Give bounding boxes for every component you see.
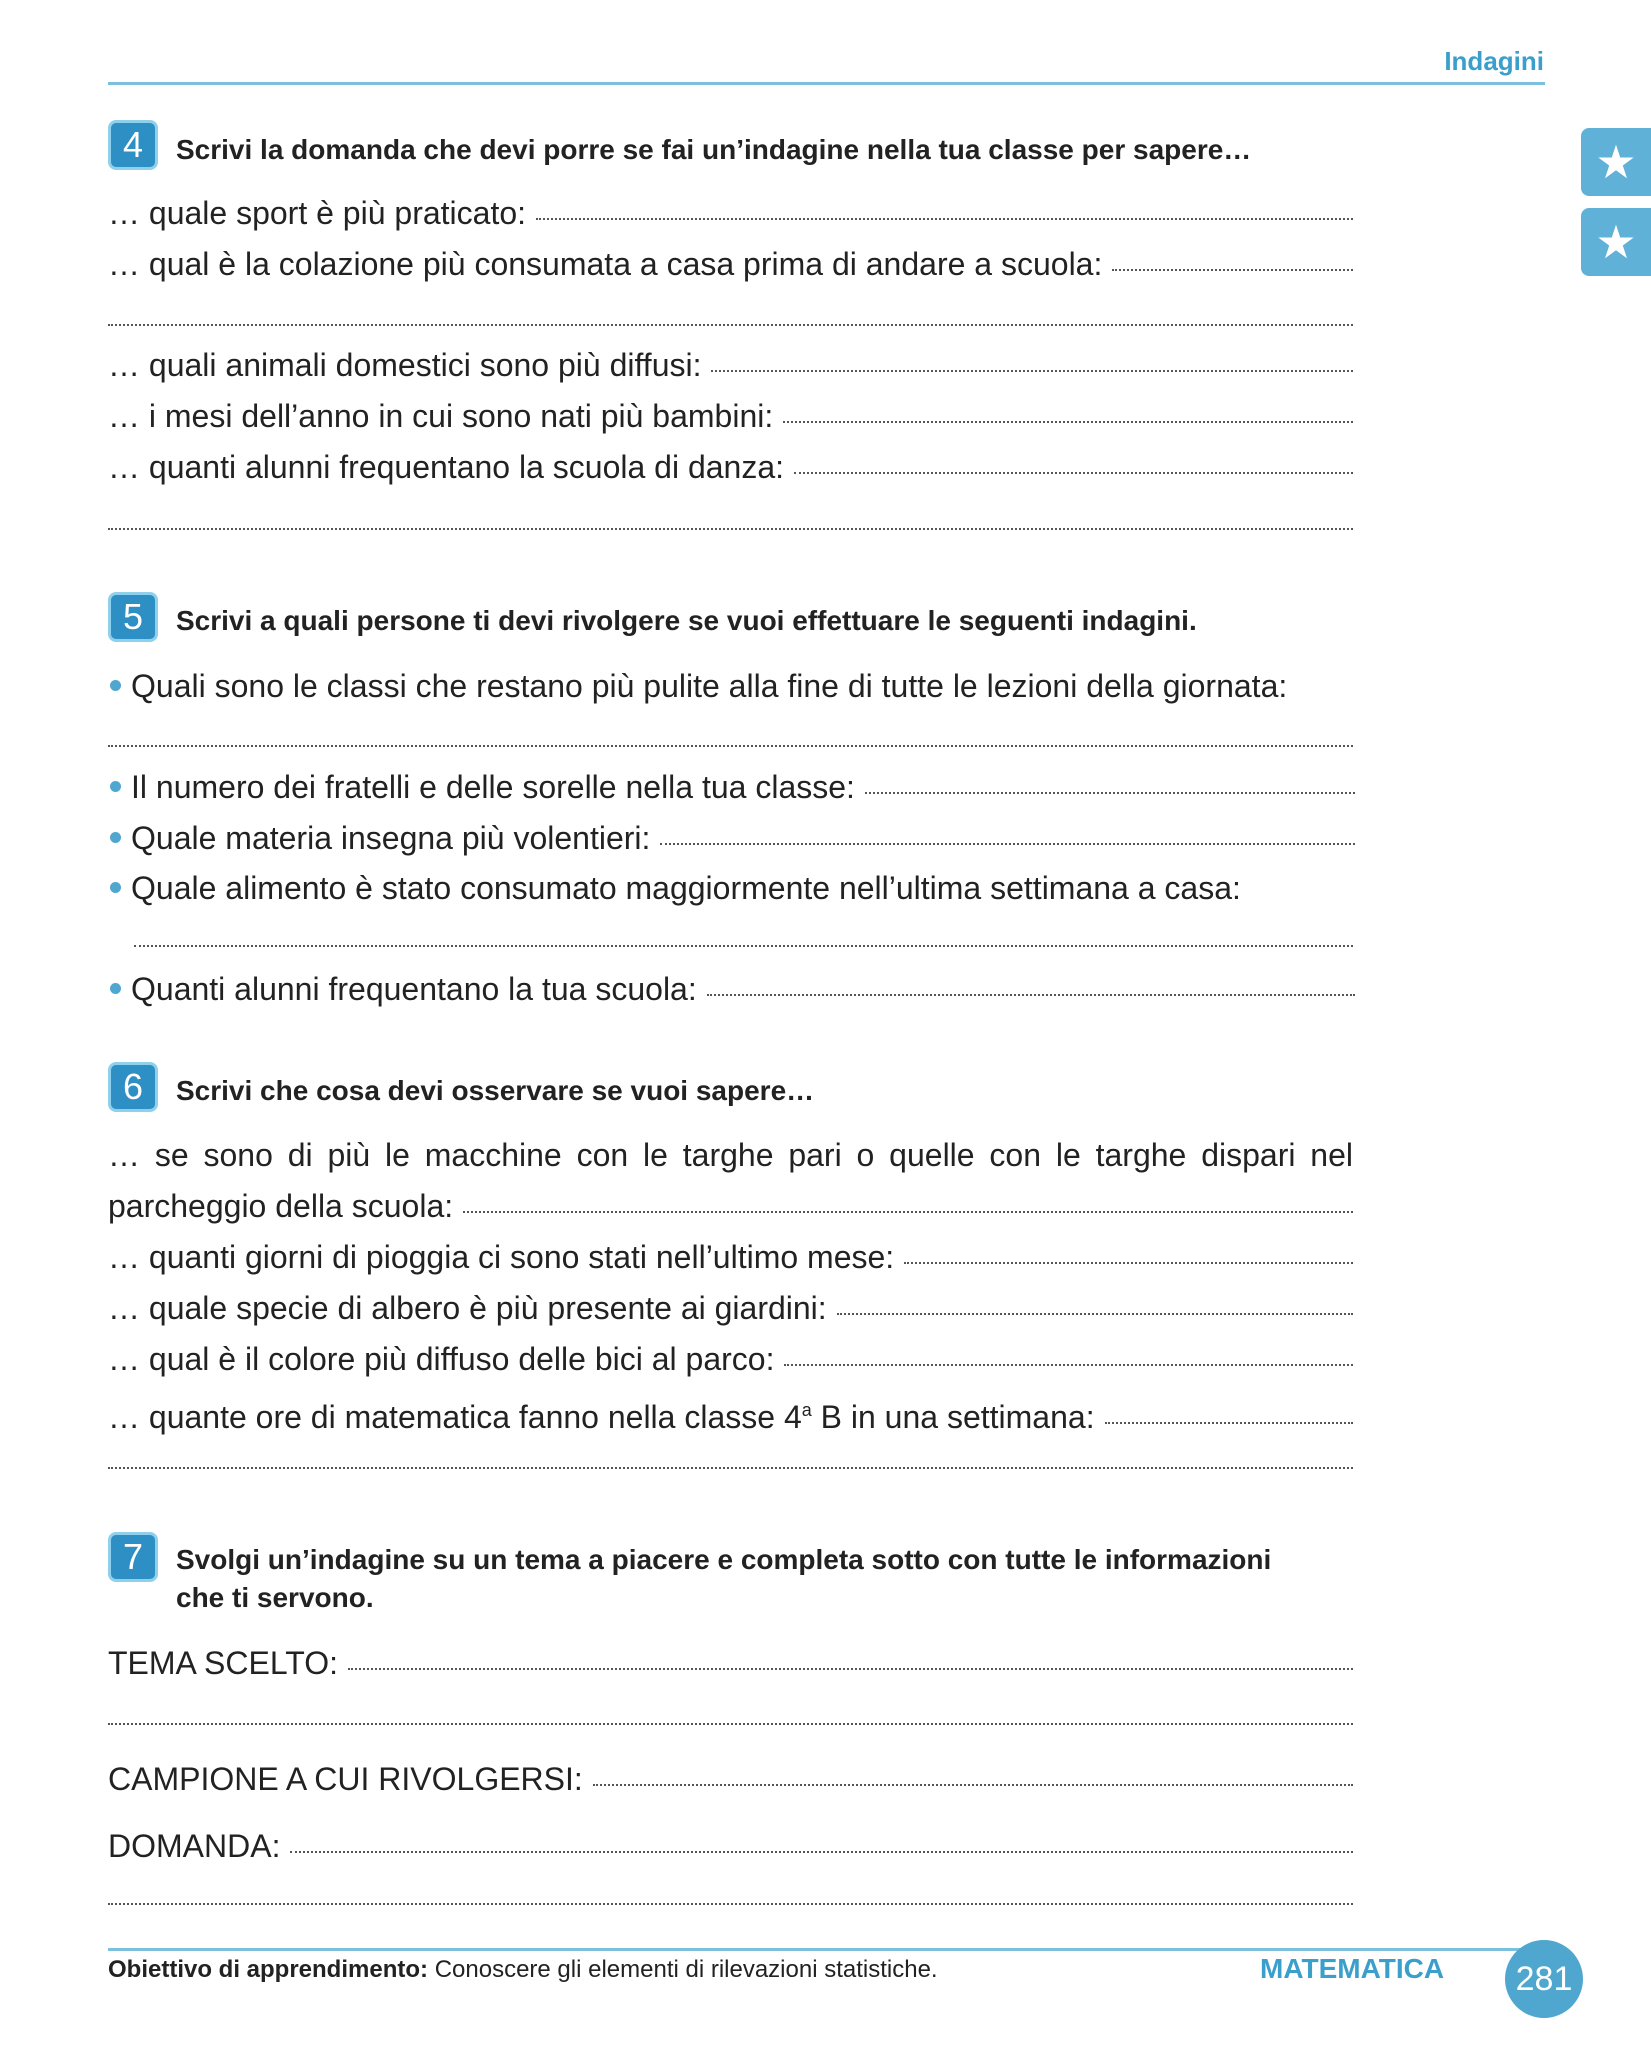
exercise-title: Scrivi la domanda che devi porre se fai un’indagine nella tua classe per sapere… [176, 134, 1252, 165]
question-row [108, 1186, 1353, 1226]
exercise-number-badge: 6 [108, 1062, 158, 1112]
question-text: … i mesi dell’anno in cui sono nati più bambini: [108, 398, 774, 434]
question-text: Quale materia insegna più volentieri: [131, 820, 651, 856]
answer-line[interactable] [904, 1262, 1353, 1264]
answer-line[interactable] [536, 218, 1353, 220]
answer-line[interactable] [108, 745, 1353, 747]
answer-line[interactable] [593, 1784, 1353, 1786]
question-row [108, 1643, 1353, 1683]
exercise-title: Scrivi a quali persone ti devi rivolgere se vuoi effettuare le seguenti indagini. [176, 605, 1197, 636]
question-row [108, 1237, 1353, 1277]
header-divider [108, 82, 1545, 85]
question-text: … quanti giorni di pioggia ci sono stati nell’ultimo mese: [108, 1239, 895, 1275]
answer-line[interactable] [108, 528, 1353, 530]
exercise-number-badge: 5 [108, 592, 158, 642]
question-row [110, 868, 1355, 908]
question-text: Quale alimento è stato consumato maggiormente nell’ultima settimana a casa: [131, 870, 1241, 906]
question-text: parcheggio della scuola: [108, 1188, 454, 1224]
question-text: … quali animali domestici sono più diffusi: [108, 347, 702, 383]
question-text: Quali sono le classi che restano più pulite alla fine di tutte le lezioni della giornata: [131, 668, 1288, 704]
answer-line[interactable] [660, 843, 1355, 845]
answer-line[interactable] [108, 324, 1353, 326]
learning-objective [108, 1956, 938, 1984]
bullet-icon [110, 680, 121, 691]
question-text: … quale sport è più praticato: [108, 195, 527, 231]
question-row [110, 767, 1355, 807]
answer-line[interactable] [348, 1668, 1353, 1670]
exercise-number-badge: 7 [108, 1532, 158, 1582]
question-row [108, 193, 1353, 233]
question-text: … qual è la colazione più consumata a casa prima di andare a scuola: [108, 246, 1103, 282]
answer-line[interactable] [134, 945, 1353, 947]
field-label: TEMA SCELTO: [108, 1645, 338, 1681]
objective-text: Conoscere gli elementi di rilevazioni statistiche. [434, 1956, 938, 1983]
question-text: Il numero dei fratelli e delle sorelle nella tua classe: [131, 769, 855, 805]
answer-line[interactable] [783, 421, 1353, 423]
question-row [108, 447, 1353, 487]
question-row [110, 666, 1355, 706]
answer-line[interactable] [865, 792, 1355, 794]
footer-divider [108, 1948, 1528, 1951]
question-text-part: B in una settimana: [811, 1399, 1095, 1435]
question-text: … quanti alunni frequentano la scuola di danza: [108, 449, 785, 485]
star-icon: ★ [1581, 208, 1651, 276]
subject-label: MATEMATICA [1260, 1953, 1445, 1984]
objective-label: Obiettivo di apprendimento: [108, 1956, 429, 1983]
answer-line[interactable] [290, 1851, 1353, 1853]
answer-line[interactable] [108, 1723, 1353, 1725]
bullet-icon [110, 832, 121, 843]
question-row [108, 1339, 1353, 1379]
question-text: … qual è il colore più diffuso delle bici al parco: [108, 1341, 775, 1377]
answer-line[interactable] [108, 1903, 1353, 1905]
field-label: DOMANDA: [108, 1828, 281, 1864]
answer-line[interactable] [707, 994, 1355, 996]
answer-line[interactable] [108, 1467, 1353, 1469]
exercise-title: che ti servono. [176, 1582, 374, 1613]
section-title: Indagini [1444, 46, 1544, 76]
question-row [108, 345, 1353, 385]
exercise-title: Svolgi un’indagine su un tema a piacere e completa sotto con tutte le informazioni [176, 1544, 1272, 1575]
bullet-icon [110, 983, 121, 994]
question-text [108, 1390, 1095, 1437]
answer-line[interactable] [711, 370, 1353, 372]
question-text: … se sono di più le macchine con le targhe pari o quelle con le targhe dispari nel [108, 1137, 1353, 1173]
question-text-part: … quante ore di matematica fanno nella classe 4 [108, 1399, 802, 1435]
bullet-icon [110, 882, 121, 893]
ordinal-superscript: a [801, 1400, 812, 1420]
exercise-title: Scrivi che cosa devi osservare se vuoi sapere… [176, 1075, 815, 1106]
answer-line[interactable] [784, 1364, 1353, 1366]
question-row [108, 1759, 1353, 1799]
exercise-number-badge: 4 [108, 120, 158, 170]
answer-line[interactable] [463, 1211, 1353, 1213]
question-row [108, 1826, 1353, 1866]
page-number: 281 [1505, 1940, 1583, 2018]
answer-line[interactable] [1105, 1422, 1353, 1424]
bullet-icon [110, 781, 121, 792]
question-row [108, 244, 1353, 284]
question-row [110, 969, 1355, 1009]
question-row [108, 396, 1353, 436]
field-label: CAMPIONE A CUI RIVOLGERSI: [108, 1761, 583, 1797]
answer-line[interactable] [794, 472, 1353, 474]
star-icon: ★ [1581, 128, 1651, 196]
question-text: Quanti alunni frequentano la tua scuola: [131, 971, 697, 1007]
question-row [108, 1288, 1353, 1328]
question-text: … quale specie di albero è più presente ai giardini: [108, 1290, 827, 1326]
answer-line[interactable] [1112, 269, 1353, 271]
answer-line[interactable] [837, 1313, 1353, 1315]
question-row [110, 818, 1355, 858]
question-row [108, 1390, 1353, 1437]
